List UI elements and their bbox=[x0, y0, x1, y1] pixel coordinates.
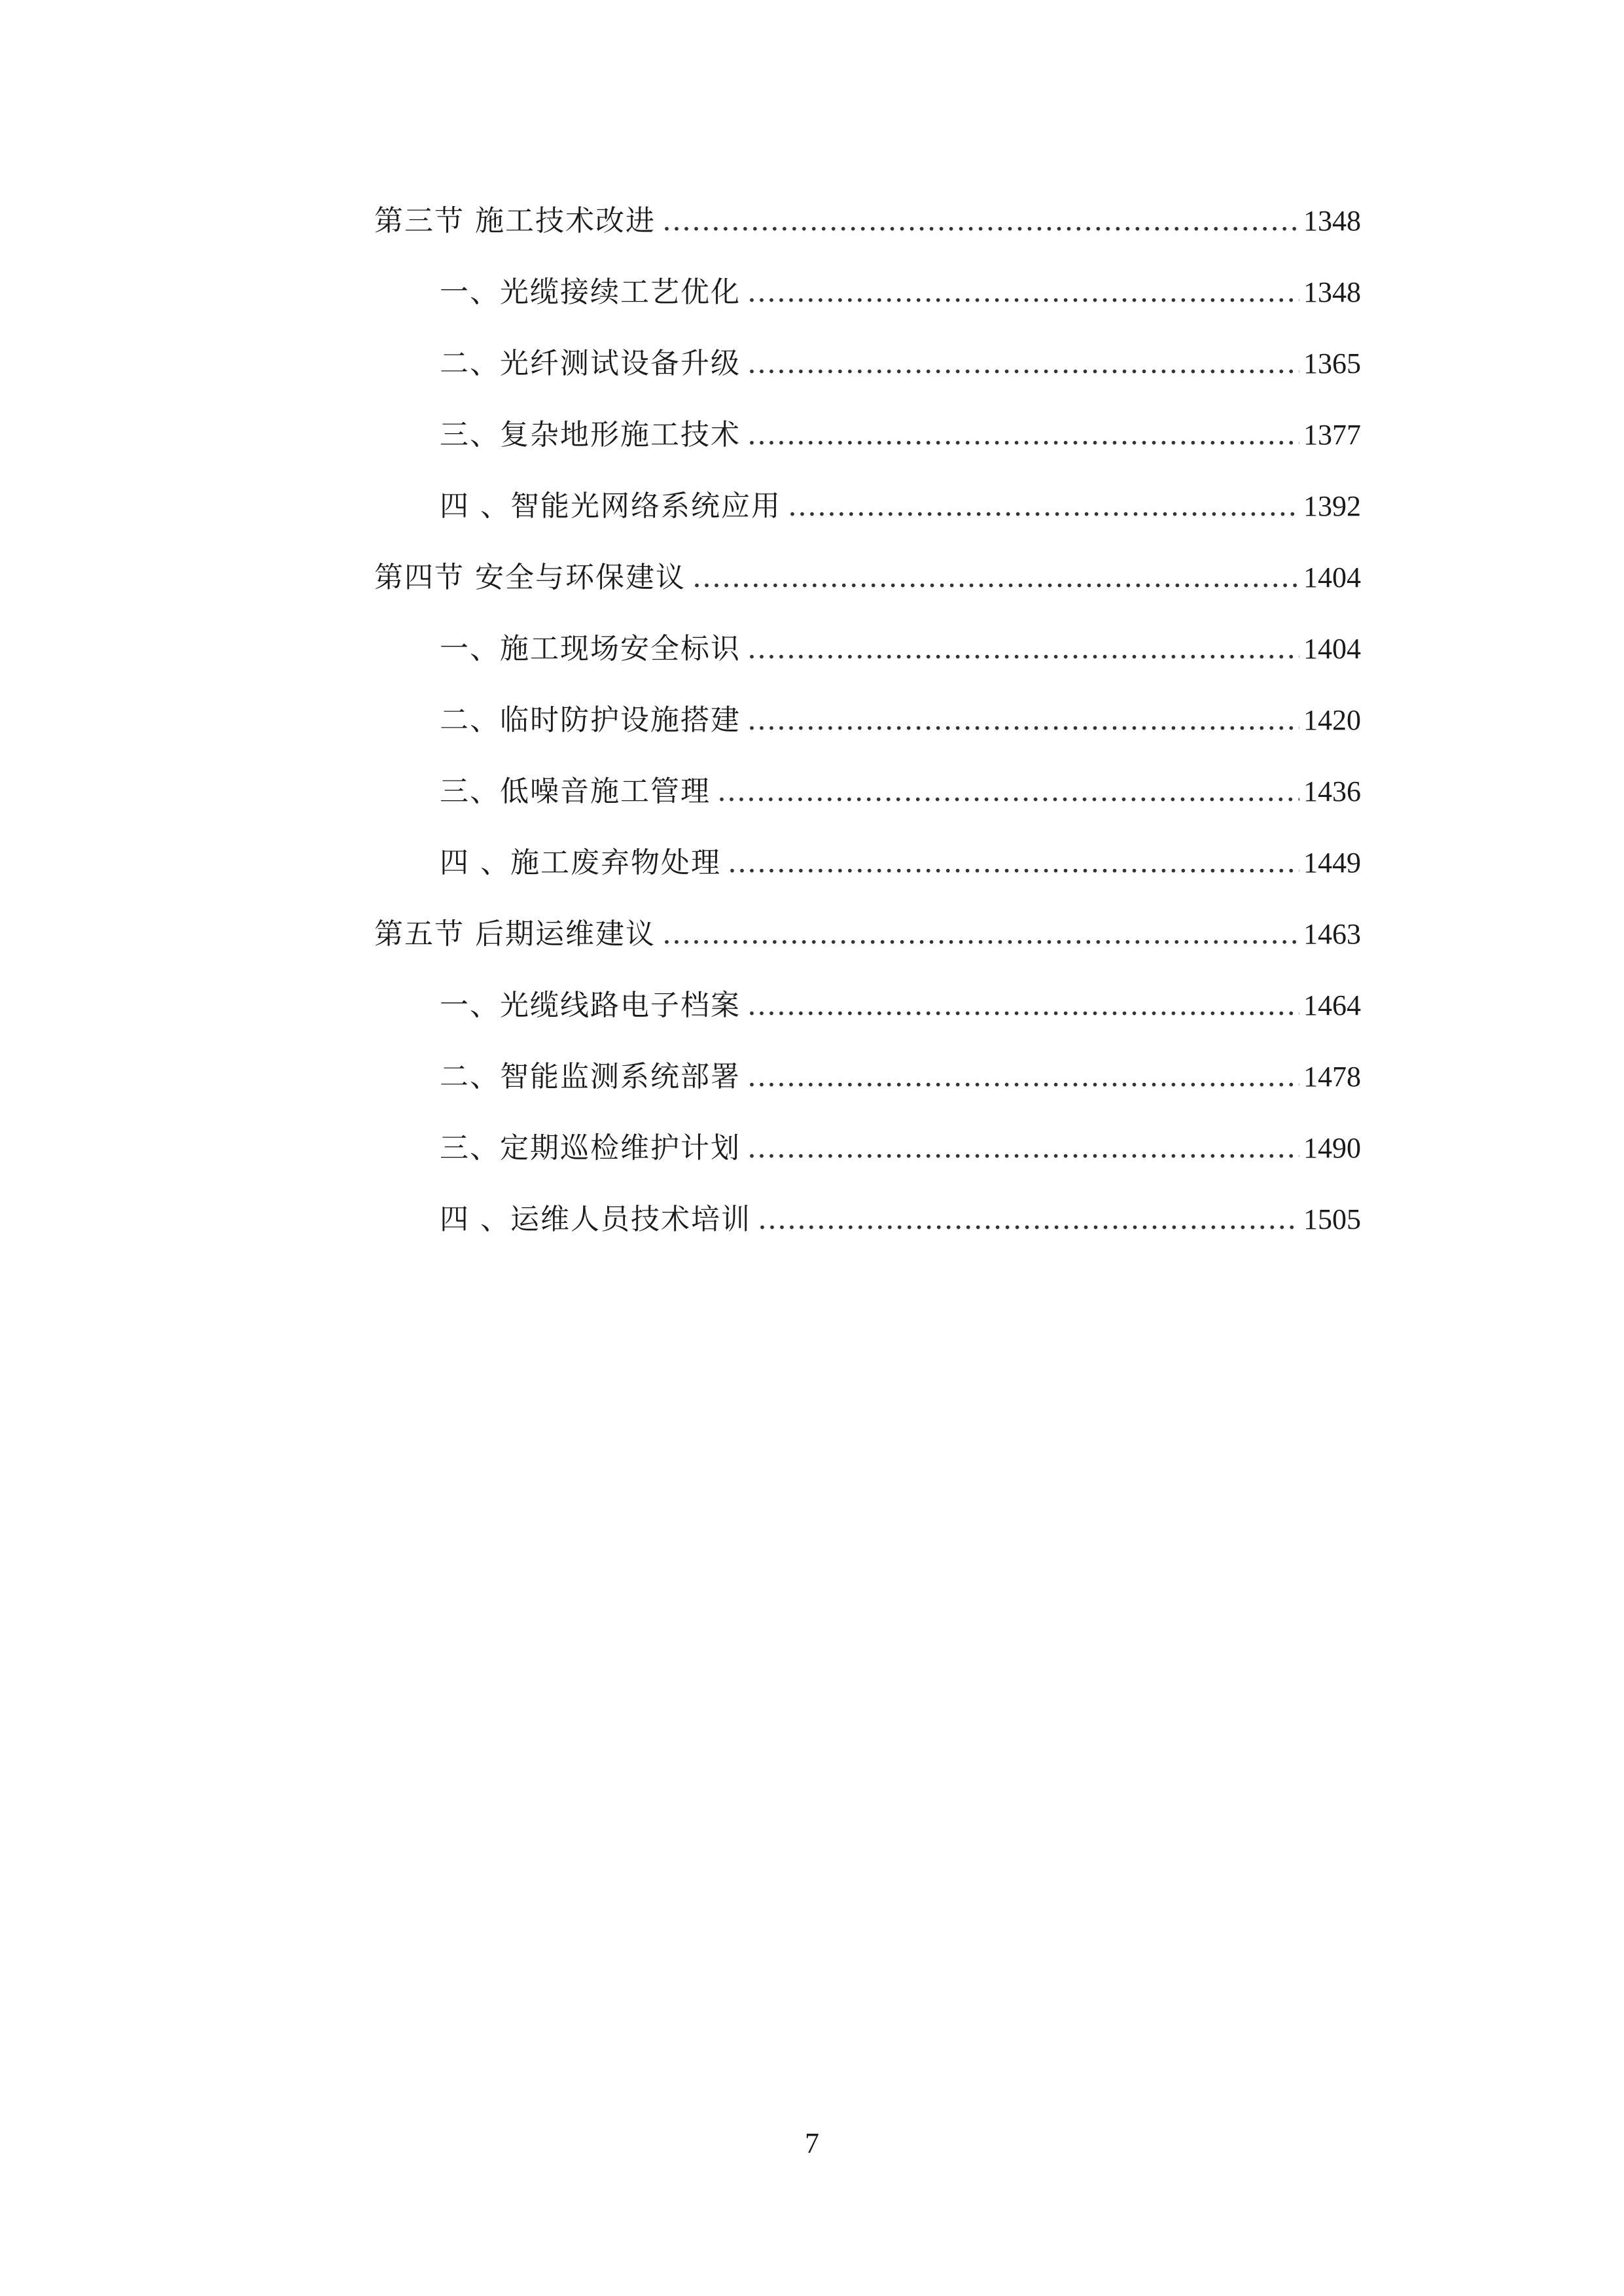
toc-entry-page: 1505 bbox=[1303, 1203, 1361, 1235]
page-number: 7 bbox=[805, 2127, 819, 2159]
dot-leader bbox=[788, 482, 1299, 531]
toc-subsection-entry[interactable] bbox=[440, 838, 1361, 888]
dot-leader bbox=[662, 910, 1299, 959]
dot-leader bbox=[662, 196, 1299, 246]
toc-subsection-entry[interactable] bbox=[440, 1123, 1361, 1173]
toc-entry-page: 1478 bbox=[1303, 1061, 1361, 1093]
toc-subsection-entry[interactable] bbox=[440, 696, 1361, 745]
dot-leader bbox=[747, 696, 1299, 745]
dot-leader bbox=[758, 1195, 1299, 1245]
dot-leader bbox=[747, 981, 1299, 1031]
toc-entry-title: 一、光缆线路电子档案 bbox=[440, 989, 741, 1022]
dot-leader bbox=[747, 410, 1299, 460]
dot-leader bbox=[747, 1052, 1299, 1102]
toc-entry-page: 1365 bbox=[1303, 347, 1361, 380]
dot-leader bbox=[747, 624, 1299, 674]
toc-entry-page: 1348 bbox=[1303, 205, 1361, 237]
dot-leader bbox=[747, 268, 1299, 317]
toc-entry-page: 1377 bbox=[1303, 419, 1361, 451]
toc-entry-page: 1436 bbox=[1303, 775, 1361, 807]
toc-entry-page: 1420 bbox=[1303, 704, 1361, 736]
toc-entry-title: 一、施工现场安全标识 bbox=[440, 632, 741, 665]
toc-entry-title: 三、复杂地形施工技术 bbox=[440, 418, 741, 451]
toc-subsection-entry[interactable] bbox=[440, 482, 1361, 531]
toc-subsection-entry[interactable] bbox=[440, 1052, 1361, 1102]
dot-leader bbox=[747, 1123, 1299, 1173]
toc-subsection-entry[interactable] bbox=[440, 339, 1361, 389]
toc-subsection-entry[interactable] bbox=[440, 268, 1361, 317]
dot-leader bbox=[747, 339, 1299, 389]
toc-entry-title: 三、定期巡检维护计划 bbox=[440, 1131, 741, 1165]
toc-entry-page: 1404 bbox=[1303, 561, 1361, 593]
toc-subsection-entry[interactable] bbox=[440, 767, 1361, 817]
dot-leader bbox=[717, 767, 1299, 817]
toc-subsection-entry[interactable] bbox=[440, 624, 1361, 674]
toc-entry-title: 二、临时防护设施搭建 bbox=[440, 703, 741, 737]
toc-entry-title: 三、低噪音施工管理 bbox=[440, 775, 711, 808]
toc-entry-title: 四 、施工废弃物处理 bbox=[440, 846, 721, 879]
toc-entry-title: 第五节 后期运维建议 bbox=[374, 917, 656, 951]
toc-entry-title: 二、智能监测系统部署 bbox=[440, 1060, 741, 1093]
toc-entry-title: 二、光纤测试设备升级 bbox=[440, 347, 741, 380]
toc-section-entry[interactable] bbox=[374, 553, 1361, 603]
toc-entry-page: 1464 bbox=[1303, 989, 1361, 1021]
dot-leader bbox=[692, 553, 1299, 603]
toc-entry-title: 一、光缆接续工艺优化 bbox=[440, 275, 741, 309]
toc-subsection-entry[interactable] bbox=[440, 1195, 1361, 1245]
toc-entry-page: 1449 bbox=[1303, 847, 1361, 879]
toc-subsection-entry[interactable] bbox=[440, 981, 1361, 1031]
toc-entry-page: 1392 bbox=[1303, 490, 1361, 522]
toc-subsection-entry[interactable] bbox=[440, 410, 1361, 460]
toc-entry-title: 第三节 施工技术改进 bbox=[374, 204, 656, 238]
toc-entry-page: 1348 bbox=[1303, 276, 1361, 308]
toc-entry-page: 1463 bbox=[1303, 918, 1361, 950]
toc-entry-page: 1490 bbox=[1303, 1132, 1361, 1164]
dot-leader bbox=[728, 838, 1299, 888]
toc-entry-page: 1404 bbox=[1303, 633, 1361, 665]
toc-section-entry[interactable] bbox=[374, 910, 1361, 959]
toc-entry-title: 第四节 安全与环保建议 bbox=[374, 561, 686, 594]
toc-entry-title: 四 、运维人员技术培训 bbox=[440, 1203, 751, 1236]
toc-entry-title: 四 、智能光网络系统应用 bbox=[440, 489, 781, 523]
toc-section-entry[interactable] bbox=[374, 196, 1361, 246]
